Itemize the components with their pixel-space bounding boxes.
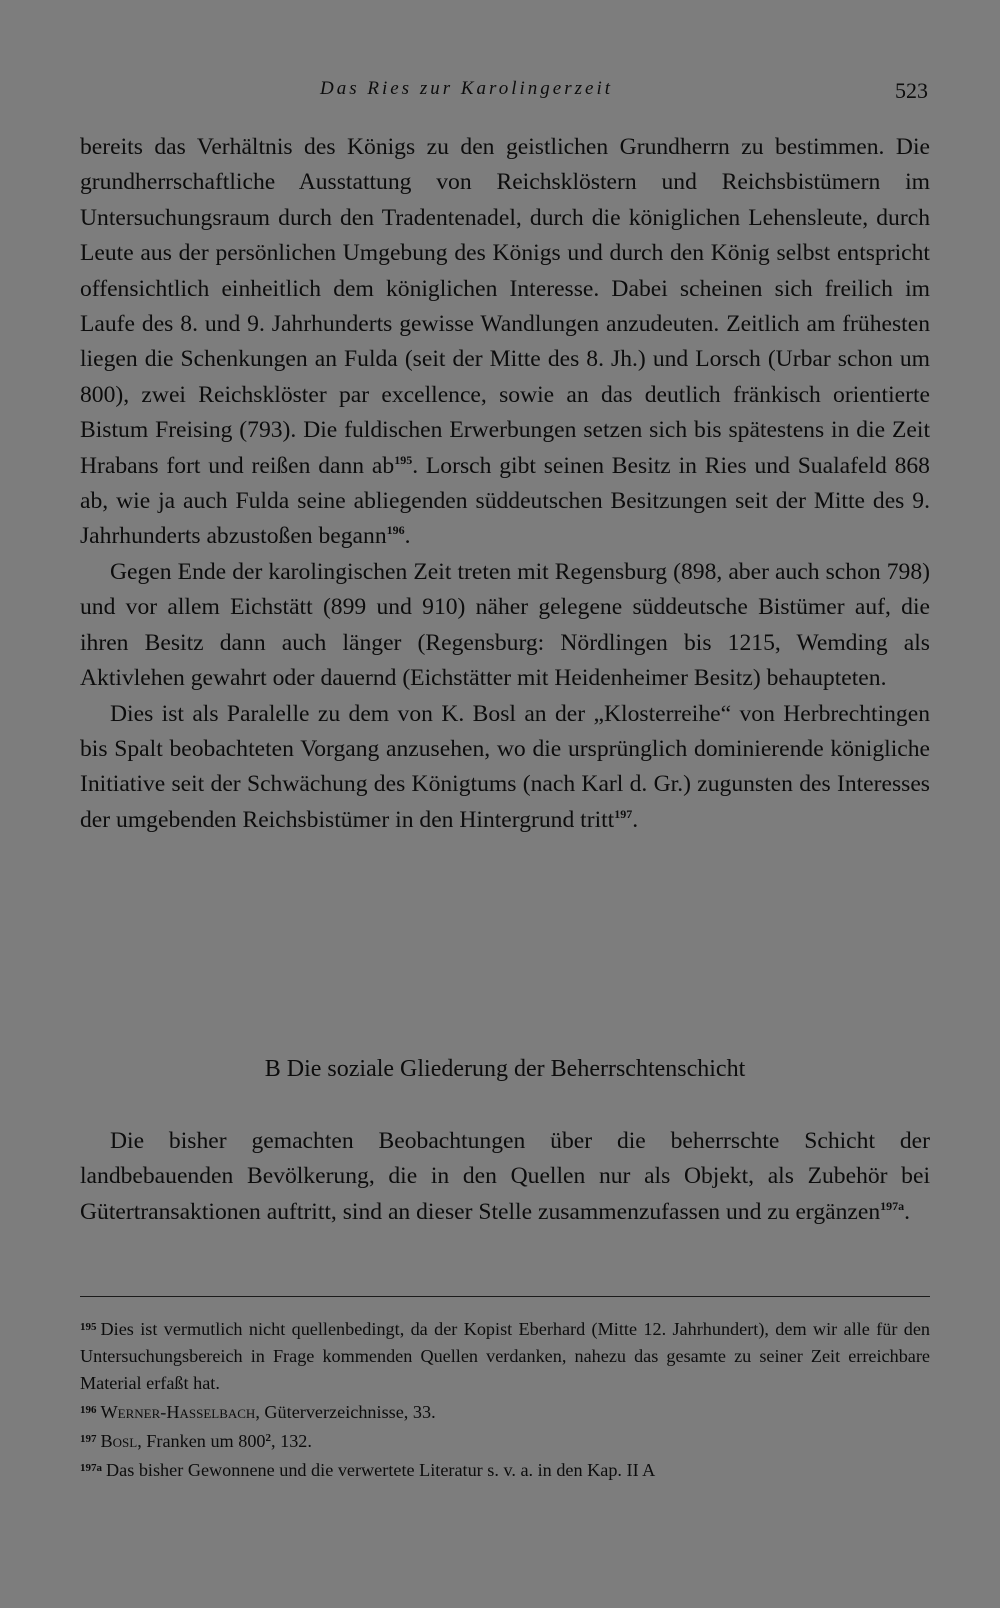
page-number: 523 <box>895 78 928 103</box>
section-paragraph <box>80 1124 930 1230</box>
footnote-number: 195 <box>80 1321 97 1333</box>
text-run: Die bisher gemachten Beobachtungen über die beherrschte Schicht der landbebauenden Bevölkerung, die in den Quellen nur als Objekt, als Zubehör bei Gütertransaktionen auftritt, sind an dieser Stelle zusammenzufassen und zu ergänzen <box>80 1128 930 1225</box>
text-run: bereits das Verhältnis des Königs zu den geistlichen Grundherrn zu bestimmen. Die grundherrschaftliche Ausstattung von Reichsklöstern und Reichsbistümern im Untersuchungsraum durch den Tradentenadel, durch die königlichen Lehensleute, durch Leute aus der persönlichen Umgebung des Königs und durch den König selbst entspricht offensichtlich einheitlich dem königlichen Interesse. Dabei scheinen sich freilich im Laufe des 8. und 9. Jahrhunderts gewisse Wandlungen anzudeuten. Zeitlich am frühesten liegen die Schenkungen an Fulda (seit der Mitte des 8. Jh.) und Lorsch (Urbar schon um 800), zwei Reichsklöster par excellence, sowie an das deutlich fränkisch orientierte Bistum Freising (793). Die fuldischen Erwerbungen setzen sich bis spätestens in die Zeit Hrabans fort und reißen dann ab <box>80 134 930 479</box>
footnote-number: 197 <box>80 1433 97 1445</box>
footnote-195 <box>80 1314 930 1397</box>
footnote-text: Das bisher Gewonnene und die verwertete Literatur s. v. a. in den Kap. II A <box>106 1460 656 1480</box>
footnote-text: , 132. <box>271 1431 312 1451</box>
footnote-number: 196 <box>80 1404 97 1416</box>
running-head <box>80 78 930 104</box>
footnote-text: , Güterverzeichnisse, 33. <box>255 1402 436 1422</box>
footnote-ref-197[interactable]: 197 <box>614 806 633 821</box>
text-run: . <box>904 1198 911 1225</box>
text-run: Gegen Ende der karolingischen Zeit treten mit Regensburg (898, aber auch schon 798) und vor allem Eichstätt (899 und 910) näher gelegene süddeutsche Bistümer auf, die ihren Besitz dann auch länger (Regensburg: Nördlingen bis 1215, Wemding als Aktivlehen gewahrt oder dauernd (Eichstätter mit Heidenheimer Besitz) behaupteten. <box>80 558 930 692</box>
section-body <box>80 1124 930 1230</box>
edition-superscript: 2 <box>265 1432 272 1444</box>
book-page <box>80 0 930 1608</box>
footnote-author: Bosl <box>100 1431 138 1451</box>
paragraph-1 <box>80 130 930 555</box>
text-run: . Lorsch gibt seinen Besitz in Ries und Sualafeld 868 ab, wie ja auch Fulda seine abliegenden süddeutschen Besitzungen seit der Mitte des 9. Jahrhunderts abzustoßen begann <box>80 452 930 550</box>
text-run: Dies ist als Paralelle zu dem von K. Bosl an der „Klosterreihe“ von Herbrechtingen bis Spalt beobachteten Vorgang anzusehen, wo die ursprünglich dominierende königliche Initiative seit der Schwächung des Königtums (nach Karl d. Gr.) zugunsten des Interesses der umgebenden Reichsbistümer in den Hintergrund tritt <box>80 700 930 833</box>
footnotes <box>80 1314 930 1484</box>
footnote-ref-196[interactable]: 196 <box>386 523 405 538</box>
footnote-divider <box>80 1296 930 1297</box>
footnote-text: , Franken um 800 <box>137 1431 266 1451</box>
footnote-ref-197a[interactable]: 197a <box>880 1198 905 1213</box>
text-run: . <box>404 523 411 550</box>
footnote-author: Werner-Hasselbach <box>100 1402 256 1422</box>
footnote-number: 197a <box>80 1462 102 1474</box>
running-head-title: Das Ries zur Karolingerzeit <box>320 78 613 99</box>
footnote-197a <box>80 1455 930 1484</box>
footnote-197 <box>80 1426 930 1455</box>
footnote-ref-195[interactable]: 195 <box>394 452 413 467</box>
paragraph-2 <box>80 555 930 697</box>
section-heading: B Die soziale Gliederung der Beherrschtenschicht <box>264 1056 746 1082</box>
footnote-text: Dies ist vermutlich nicht quellenbedingt, da der Kopist Eberhard (Mitte 12. Jahrhundert), dem wir alle für den Untersuchungsbereich in Frage kommenden Quellen verdanken, nahezu das gesamte zu seiner Zeit erreichbare Material erfaßt hat. <box>80 1319 930 1393</box>
main-text <box>80 130 930 838</box>
footnote-196 <box>80 1397 930 1426</box>
paragraph-3 <box>80 697 930 839</box>
text-run: . <box>632 806 639 833</box>
